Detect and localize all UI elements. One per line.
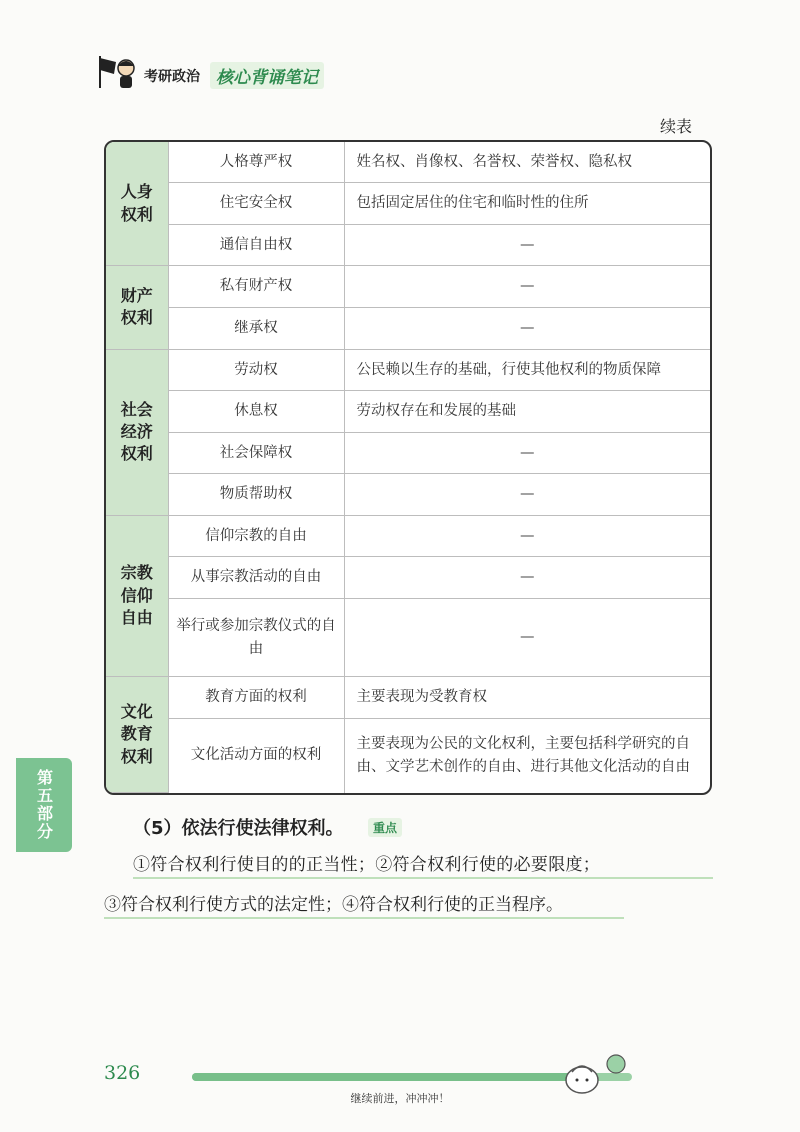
footer-motto: 继续前进，冲冲冲！ [350, 1092, 450, 1105]
right-description-cell: — [344, 515, 710, 557]
right-name-cell: 文化活动方面的权利 [168, 718, 344, 792]
right-name-cell: 教育方面的权利 [168, 677, 344, 719]
key-point-badge: 重点 [368, 818, 402, 837]
side-tab-part-five[interactable] [16, 758, 72, 852]
right-description-cell: 包括固定居住的住宅和临时性的住所 [344, 183, 710, 225]
body-line-1: ①符合权利行使目的的正当性；②符合权利行使的必要限度； [133, 850, 713, 879]
table-row [106, 557, 710, 599]
right-description-cell: 姓名权、肖像权、名誉权、荣誉权、隐私权 [344, 142, 710, 183]
page-number: 326 [104, 1062, 141, 1084]
category-cell [106, 266, 168, 349]
body-line-2: ③符合权利行使方式的法定性；④符合权利行使的正当程序。 [104, 890, 624, 919]
mascot-flag-icon [96, 52, 140, 92]
reading-progress-fill [192, 1073, 597, 1081]
right-description-cell: — [344, 598, 710, 676]
right-description-cell: — [344, 557, 710, 599]
right-description-cell: 公民赖以生存的基础，行使其他权利的物质保障 [344, 349, 710, 391]
category-label: 宗教信仰自由 [120, 563, 153, 628]
table-row [106, 677, 710, 719]
right-name-cell: 社会保障权 [168, 432, 344, 474]
table-row [106, 349, 710, 391]
right-description-cell: — [344, 432, 710, 474]
right-name-cell: 私有财产权 [168, 266, 344, 308]
right-description-cell: 主要表现为公民的文化权利，主要包括科学研究的自由、文学艺术创作的自由、进行其他文化活动的自由 [344, 718, 710, 792]
table-row [106, 598, 710, 676]
table-row [106, 432, 710, 474]
category-cell [106, 142, 168, 266]
table-row [106, 307, 710, 349]
header-brand: 考研政治 [144, 69, 200, 85]
rights-table [104, 140, 712, 795]
side-tab-label: 第五部分 [34, 769, 54, 841]
continued-label: 续表 [659, 117, 692, 136]
right-name-cell: 劳动权 [168, 349, 344, 391]
right-name-cell: 信仰宗教的自由 [168, 515, 344, 557]
page-header [96, 52, 336, 92]
category-label: 人身权利 [120, 182, 153, 224]
right-name-cell: 通信自由权 [168, 224, 344, 266]
right-description-cell: 劳动权存在和发展的基础 [344, 391, 710, 433]
table-row [106, 718, 710, 792]
header-title: 核心背诵笔记 [210, 62, 324, 89]
table-row [106, 391, 710, 433]
right-name-cell: 人格尊严权 [168, 142, 344, 183]
section-heading: （5）依法行使法律权利。 [133, 818, 344, 839]
right-description-cell: — [344, 266, 710, 308]
right-name-cell: 举行或参加宗教仪式的自由 [168, 598, 344, 676]
right-description-cell: — [344, 474, 710, 516]
category-cell [106, 677, 168, 793]
right-name-cell: 休息权 [168, 391, 344, 433]
table-row [106, 183, 710, 225]
table-row [106, 266, 710, 308]
category-label: 文化教育权利 [120, 701, 153, 766]
category-cell [106, 349, 168, 515]
category-label: 社会经济权利 [120, 399, 153, 464]
right-name-cell: 物质帮助权 [168, 474, 344, 516]
right-name-cell: 住宅安全权 [168, 183, 344, 225]
right-description-cell: 主要表现为受教育权 [344, 677, 710, 719]
right-name-cell: 从事宗教活动的自由 [168, 557, 344, 599]
table-row [106, 515, 710, 557]
category-cell [106, 515, 168, 676]
table-row [106, 142, 710, 183]
right-name-cell: 继承权 [168, 307, 344, 349]
right-description-cell: — [344, 224, 710, 266]
category-label: 财产权利 [120, 286, 153, 328]
right-description-cell: — [344, 307, 710, 349]
table-row [106, 224, 710, 266]
table-row [106, 474, 710, 516]
